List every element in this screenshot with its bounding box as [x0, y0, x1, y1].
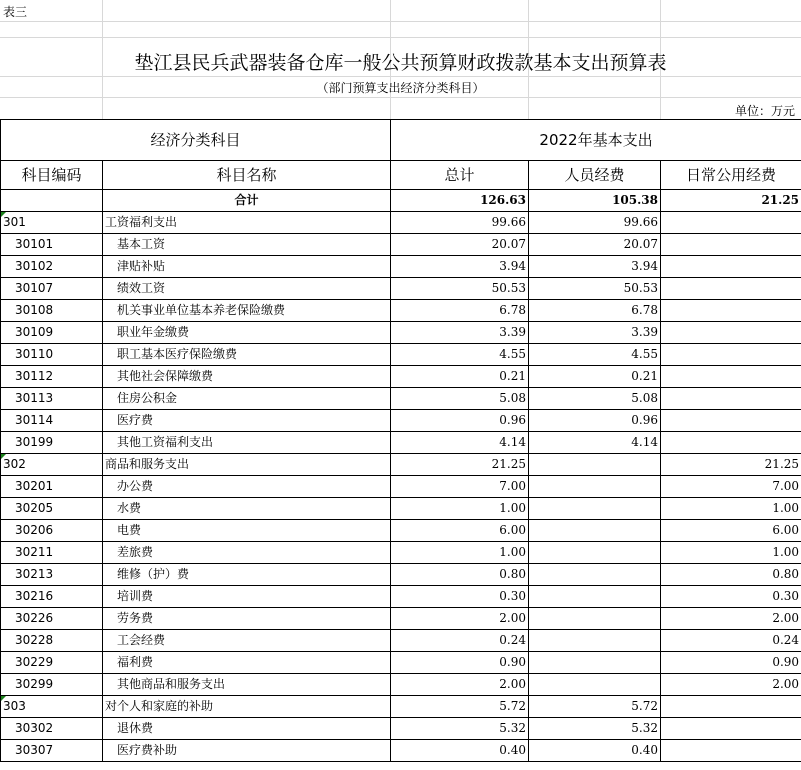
- row-public[interactable]: [661, 696, 801, 718]
- row-total[interactable]: 20.07: [391, 234, 529, 256]
- row-total[interactable]: 0.90: [391, 652, 529, 674]
- row-public[interactable]: [661, 322, 801, 344]
- row-code[interactable]: 30206: [1, 520, 103, 542]
- table-row: [1, 542, 801, 564]
- table-row: [1, 564, 801, 586]
- row-code[interactable]: 30113: [1, 388, 103, 410]
- row-total[interactable]: 3.39: [391, 322, 529, 344]
- row-personnel[interactable]: 0.40: [529, 740, 661, 762]
- row-personnel[interactable]: [529, 586, 661, 608]
- comment-indicator-icon: [1, 696, 6, 701]
- header-total[interactable]: 总计: [391, 161, 529, 190]
- row-total[interactable]: 7.00: [391, 476, 529, 498]
- row-code[interactable]: 30109: [1, 322, 103, 344]
- row-total[interactable]: 0.96: [391, 410, 529, 432]
- row-name[interactable]: 电费: [103, 520, 391, 542]
- row-personnel[interactable]: 5.32: [529, 718, 661, 740]
- table-row: [1, 410, 801, 432]
- table-row: [1, 586, 801, 608]
- row-name[interactable]: 职业年金缴费: [103, 322, 391, 344]
- row-public[interactable]: [661, 256, 801, 278]
- row-total[interactable]: 21.25: [391, 454, 529, 476]
- row-total[interactable]: 99.66: [391, 212, 529, 234]
- row-personnel[interactable]: [529, 674, 661, 696]
- row-personnel[interactable]: [529, 630, 661, 652]
- row-public[interactable]: [661, 718, 801, 740]
- row-public[interactable]: 6.00: [661, 520, 801, 542]
- row-name[interactable]: 差旅费: [103, 542, 391, 564]
- report-title[interactable]: 垫江县民兵武器装备仓库一般公共预算财政拨款基本支出预算表: [134, 52, 667, 74]
- row-name[interactable]: 劳务费: [103, 608, 391, 630]
- row-personnel[interactable]: 4.55: [529, 344, 661, 366]
- row-personnel[interactable]: [529, 498, 661, 520]
- row-name[interactable]: 医疗费补助: [103, 740, 391, 762]
- row-total[interactable]: 1.00: [391, 498, 529, 520]
- row-total[interactable]: 1.00: [391, 542, 529, 564]
- gridline: [0, 37, 801, 38]
- row-name[interactable]: 其他商品和服务支出: [103, 674, 391, 696]
- row-personnel[interactable]: 4.14: [529, 432, 661, 454]
- row-code[interactable]: 30205: [1, 498, 103, 520]
- row-personnel[interactable]: 3.94: [529, 256, 661, 278]
- row-public[interactable]: 1.00: [661, 498, 801, 520]
- header-row-2: [1, 161, 801, 190]
- row-code-text: 301: [3, 215, 26, 229]
- row-code[interactable]: 30228: [1, 630, 103, 652]
- row-personnel[interactable]: 50.53: [529, 278, 661, 300]
- row-public[interactable]: [661, 212, 801, 234]
- table-row: [1, 608, 801, 630]
- header-row-1: [1, 120, 801, 161]
- row-public[interactable]: 7.00: [661, 476, 801, 498]
- row-code[interactable]: 30226: [1, 608, 103, 630]
- row-public[interactable]: 21.25: [661, 454, 801, 476]
- row-name[interactable]: 基本工资: [103, 234, 391, 256]
- row-public[interactable]: [661, 344, 801, 366]
- row-name[interactable]: 其他工资福利支出: [103, 432, 391, 454]
- row-code[interactable]: 30307: [1, 740, 103, 762]
- table-row: [1, 278, 801, 300]
- row-personnel[interactable]: [529, 542, 661, 564]
- gridline: [0, 76, 801, 77]
- row-code[interactable]: 30101: [1, 234, 103, 256]
- row-code[interactable]: [1, 454, 103, 476]
- row-personnel[interactable]: [529, 564, 661, 586]
- row-name[interactable]: 维修（护）费: [103, 564, 391, 586]
- row-code[interactable]: 30102: [1, 256, 103, 278]
- total-personnel[interactable]: 105.38: [529, 190, 661, 212]
- row-code[interactable]: [1, 696, 103, 718]
- row-name[interactable]: 办公费: [103, 476, 391, 498]
- row-total[interactable]: 0.21: [391, 366, 529, 388]
- row-name[interactable]: 机关事业单位基本养老保险缴费: [103, 300, 391, 322]
- table-row: [1, 454, 801, 476]
- row-personnel[interactable]: 0.96: [529, 410, 661, 432]
- table-row: [1, 652, 801, 674]
- header-public[interactable]: 日常公用经费: [661, 161, 801, 190]
- row-code[interactable]: 30114: [1, 410, 103, 432]
- row-code[interactable]: 30216: [1, 586, 103, 608]
- row-public[interactable]: 1.00: [661, 542, 801, 564]
- row-public[interactable]: 0.24: [661, 630, 801, 652]
- table-row: [1, 476, 801, 498]
- row-public[interactable]: [661, 432, 801, 454]
- row-name[interactable]: 其他社会保障缴费: [103, 366, 391, 388]
- row-public[interactable]: [661, 278, 801, 300]
- row-personnel[interactable]: 0.21: [529, 366, 661, 388]
- row-personnel[interactable]: [529, 520, 661, 542]
- table-row: [1, 256, 801, 278]
- table-row: [1, 674, 801, 696]
- row-name[interactable]: 水费: [103, 498, 391, 520]
- row-total[interactable]: 5.32: [391, 718, 529, 740]
- row-public[interactable]: [661, 388, 801, 410]
- row-total[interactable]: 4.14: [391, 432, 529, 454]
- row-total[interactable]: 6.00: [391, 520, 529, 542]
- header-code[interactable]: 科目编码: [1, 161, 103, 190]
- row-total[interactable]: 3.94: [391, 256, 529, 278]
- table-row: [1, 344, 801, 366]
- row-public[interactable]: 0.90: [661, 652, 801, 674]
- row-total[interactable]: 4.55: [391, 344, 529, 366]
- row-public[interactable]: [661, 234, 801, 256]
- row-total[interactable]: 50.53: [391, 278, 529, 300]
- row-total[interactable]: 2.00: [391, 608, 529, 630]
- total-label[interactable]: 合计: [103, 190, 391, 212]
- table-row: [1, 432, 801, 454]
- row-code-text: 302: [3, 457, 26, 471]
- table-row: [1, 234, 801, 256]
- table-row: [1, 498, 801, 520]
- row-name[interactable]: 工会经费: [103, 630, 391, 652]
- row-personnel[interactable]: 5.72: [529, 696, 661, 718]
- header-personnel[interactable]: 人员经费: [529, 161, 661, 190]
- row-name[interactable]: 津贴补贴: [103, 256, 391, 278]
- row-personnel[interactable]: 99.66: [529, 212, 661, 234]
- table-row: [1, 740, 801, 762]
- row-name[interactable]: 商品和服务支出: [103, 454, 391, 476]
- row-code[interactable]: 30213: [1, 564, 103, 586]
- gridline: [0, 97, 801, 98]
- table-row: [1, 696, 801, 718]
- row-total[interactable]: 0.30: [391, 586, 529, 608]
- row-public[interactable]: [661, 366, 801, 388]
- row-code[interactable]: 30229: [1, 652, 103, 674]
- row-name[interactable]: 福利费: [103, 652, 391, 674]
- row-code[interactable]: 30299: [1, 674, 103, 696]
- gridline: [0, 21, 801, 22]
- row-name[interactable]: 绩效工资: [103, 278, 391, 300]
- row-name[interactable]: 工资福利支出: [103, 212, 391, 234]
- row-public[interactable]: [661, 410, 801, 432]
- row-code[interactable]: [1, 212, 103, 234]
- table-row: [1, 630, 801, 652]
- row-personnel[interactable]: [529, 476, 661, 498]
- row-code[interactable]: 30110: [1, 344, 103, 366]
- header-name[interactable]: 科目名称: [103, 161, 391, 190]
- row-public[interactable]: 2.00: [661, 608, 801, 630]
- header-year-basic[interactable]: 2022年基本支出: [391, 120, 801, 161]
- row-code[interactable]: 30201: [1, 476, 103, 498]
- row-total[interactable]: 0.80: [391, 564, 529, 586]
- row-total[interactable]: 5.72: [391, 696, 529, 718]
- row-personnel[interactable]: [529, 454, 661, 476]
- row-code[interactable]: 30211: [1, 542, 103, 564]
- row-personnel[interactable]: 3.39: [529, 322, 661, 344]
- table-row: [1, 388, 801, 410]
- table-row: [1, 212, 801, 234]
- table-row: [1, 718, 801, 740]
- row-code[interactable]: 30199: [1, 432, 103, 454]
- comment-indicator-icon: [1, 212, 6, 217]
- row-name[interactable]: 对个人和家庭的补助: [103, 696, 391, 718]
- report-subtitle[interactable]: （部门预算支出经济分类科目）: [316, 81, 485, 95]
- budget-table: [0, 119, 801, 762]
- row-personnel[interactable]: 20.07: [529, 234, 661, 256]
- row-code[interactable]: 30112: [1, 366, 103, 388]
- row-public[interactable]: 0.80: [661, 564, 801, 586]
- row-personnel[interactable]: [529, 652, 661, 674]
- row-public[interactable]: 0.30: [661, 586, 801, 608]
- row-public[interactable]: 2.00: [661, 674, 801, 696]
- table-row: [1, 366, 801, 388]
- row-name[interactable]: 培训费: [103, 586, 391, 608]
- sheet-label[interactable]: 表三: [3, 5, 28, 19]
- header-econ-class[interactable]: 经济分类科目: [1, 120, 391, 161]
- row-name[interactable]: 住房公积金: [103, 388, 391, 410]
- table-row: [1, 322, 801, 344]
- row-total[interactable]: 2.00: [391, 674, 529, 696]
- row-total[interactable]: 5.08: [391, 388, 529, 410]
- row-code-text: 303: [3, 699, 26, 713]
- total-row: [1, 190, 801, 212]
- row-code[interactable]: 30302: [1, 718, 103, 740]
- row-name[interactable]: 退休费: [103, 718, 391, 740]
- row-total[interactable]: 0.40: [391, 740, 529, 762]
- total-total[interactable]: 126.63: [391, 190, 529, 212]
- unit-label[interactable]: 单位：万元: [734, 104, 795, 118]
- total-code-cell[interactable]: [1, 190, 103, 212]
- table-row: [1, 300, 801, 322]
- row-public[interactable]: [661, 300, 801, 322]
- row-code[interactable]: 30108: [1, 300, 103, 322]
- row-personnel[interactable]: [529, 608, 661, 630]
- row-name[interactable]: 医疗费: [103, 410, 391, 432]
- row-name[interactable]: 职工基本医疗保险缴费: [103, 344, 391, 366]
- row-total[interactable]: 0.24: [391, 630, 529, 652]
- row-personnel[interactable]: 5.08: [529, 388, 661, 410]
- row-total[interactable]: 6.78: [391, 300, 529, 322]
- total-public[interactable]: 21.25: [661, 190, 801, 212]
- row-public[interactable]: [661, 740, 801, 762]
- comment-indicator-icon: [1, 454, 6, 459]
- row-personnel[interactable]: 6.78: [529, 300, 661, 322]
- row-code[interactable]: 30107: [1, 278, 103, 300]
- table-row: [1, 520, 801, 542]
